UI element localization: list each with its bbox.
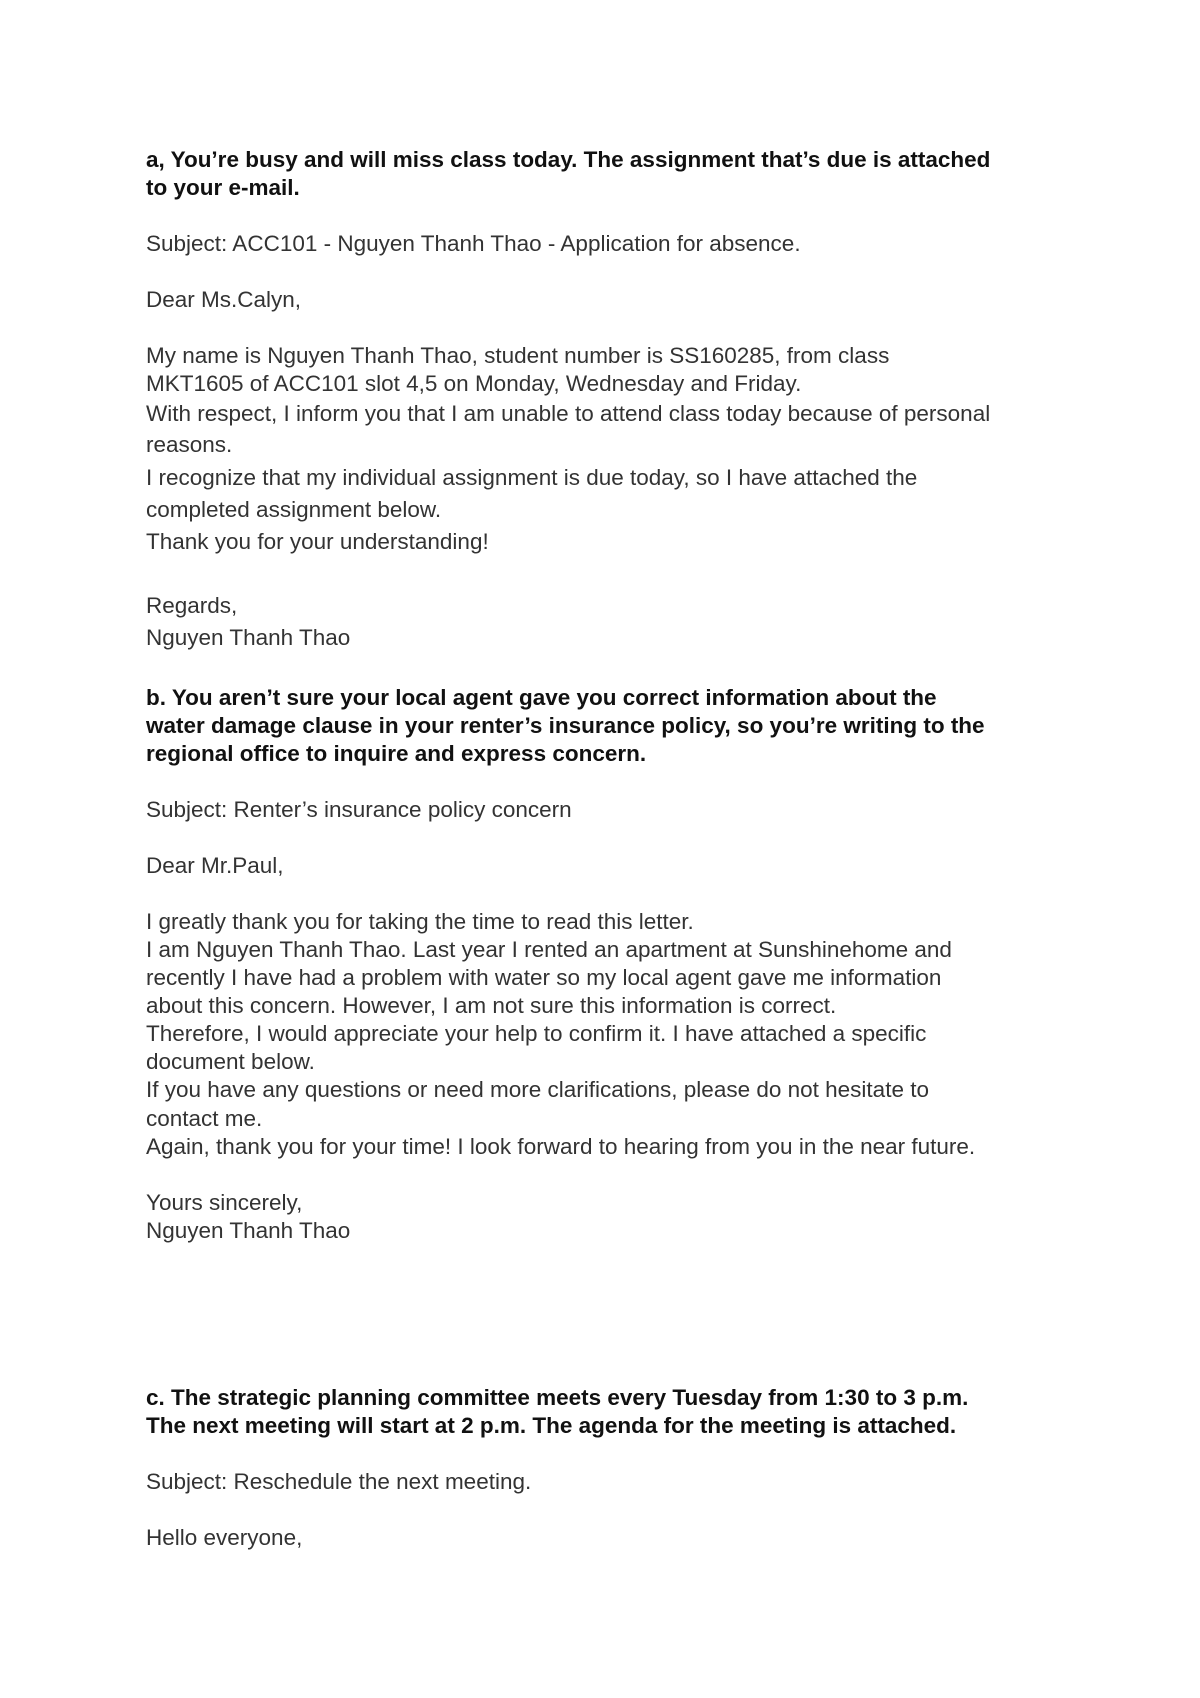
section-b-body-line-9: Again, thank you for your time! I look forward to hearing from you in the near future. (146, 1134, 976, 1159)
section-a-subject: Subject: ACC101 - Nguyen Thanh Thao - Application for absence. (146, 231, 801, 256)
section-b-prompt-line-3: regional office to inquire and express concern. (146, 741, 647, 766)
section-b-body-line-8: contact me. (146, 1106, 263, 1131)
section-b-body-line-3: recently I have had a problem with water so my local agent gave me information (146, 965, 942, 990)
section-b-subject: Subject: Renter’s insurance policy concern (146, 797, 572, 822)
section-b-body-line-1: I greatly thank you for taking the time to read this letter. (146, 909, 694, 934)
section-b-body-line-4: about this concern. However, I am not sure this information is correct. (146, 993, 837, 1018)
section-c-salutation: Hello everyone, (146, 1525, 303, 1550)
section-b-body-line-7: If you have any questions or need more clarifications, please do not hesitate to (146, 1077, 929, 1102)
section-a-body-line-7: Thank you for your understanding! (146, 529, 489, 554)
section-b-signature: Nguyen Thanh Thao (146, 1218, 351, 1243)
section-a-body-line-1: My name is Nguyen Thanh Thao, student number is SS160285, from class (146, 343, 890, 368)
section-a-signature: Nguyen Thanh Thao (146, 625, 351, 650)
section-a-body-line-4: reasons. (146, 432, 233, 457)
section-b-body-line-2: I am Nguyen Thanh Thao. Last year I rented an apartment at Sunshinehome and (146, 937, 952, 962)
section-c-prompt-line-2: The next meeting will start at 2 p.m. The agenda for the meeting is attached. (146, 1413, 957, 1438)
section-c-prompt-line-1: c. The strategic planning committee meets every Tuesday from 1:30 to 3 p.m. (146, 1385, 969, 1410)
section-a-body-line-6: completed assignment below. (146, 497, 442, 522)
section-a-salutation: Dear Ms.Calyn, (146, 287, 302, 312)
section-b-prompt-line-2: water damage clause in your renter’s insurance policy, so you’re writing to the (146, 713, 985, 738)
section-b-prompt-line-1: b. You aren’t sure your local agent gave you correct information about the (146, 685, 937, 710)
section-a-body-line-5: I recognize that my individual assignment is due today, so I have attached the (146, 465, 918, 490)
section-b-closing: Yours sincerely, (146, 1190, 303, 1215)
section-a-closing: Regards, (146, 593, 238, 618)
section-c-subject: Subject: Reschedule the next meeting. (146, 1469, 532, 1494)
section-b-salutation: Dear Mr.Paul, (146, 853, 284, 878)
section-a-prompt-line-1: a, You’re busy and will miss class today. The assignment that’s due is attached (146, 147, 991, 172)
section-a-body-line-2: MKT1605 of ACC101 slot 4,5 on Monday, Wednesday and Friday. (146, 371, 802, 396)
section-b-body-line-6: document below. (146, 1049, 315, 1074)
section-a-body-line-3: With respect, I inform you that I am unable to attend class today because of personal (146, 401, 991, 426)
section-b-body-line-5: Therefore, I would appreciate your help to confirm it. I have attached a specific (146, 1021, 927, 1046)
section-a-prompt-line-2: to your e-mail. (146, 175, 300, 200)
